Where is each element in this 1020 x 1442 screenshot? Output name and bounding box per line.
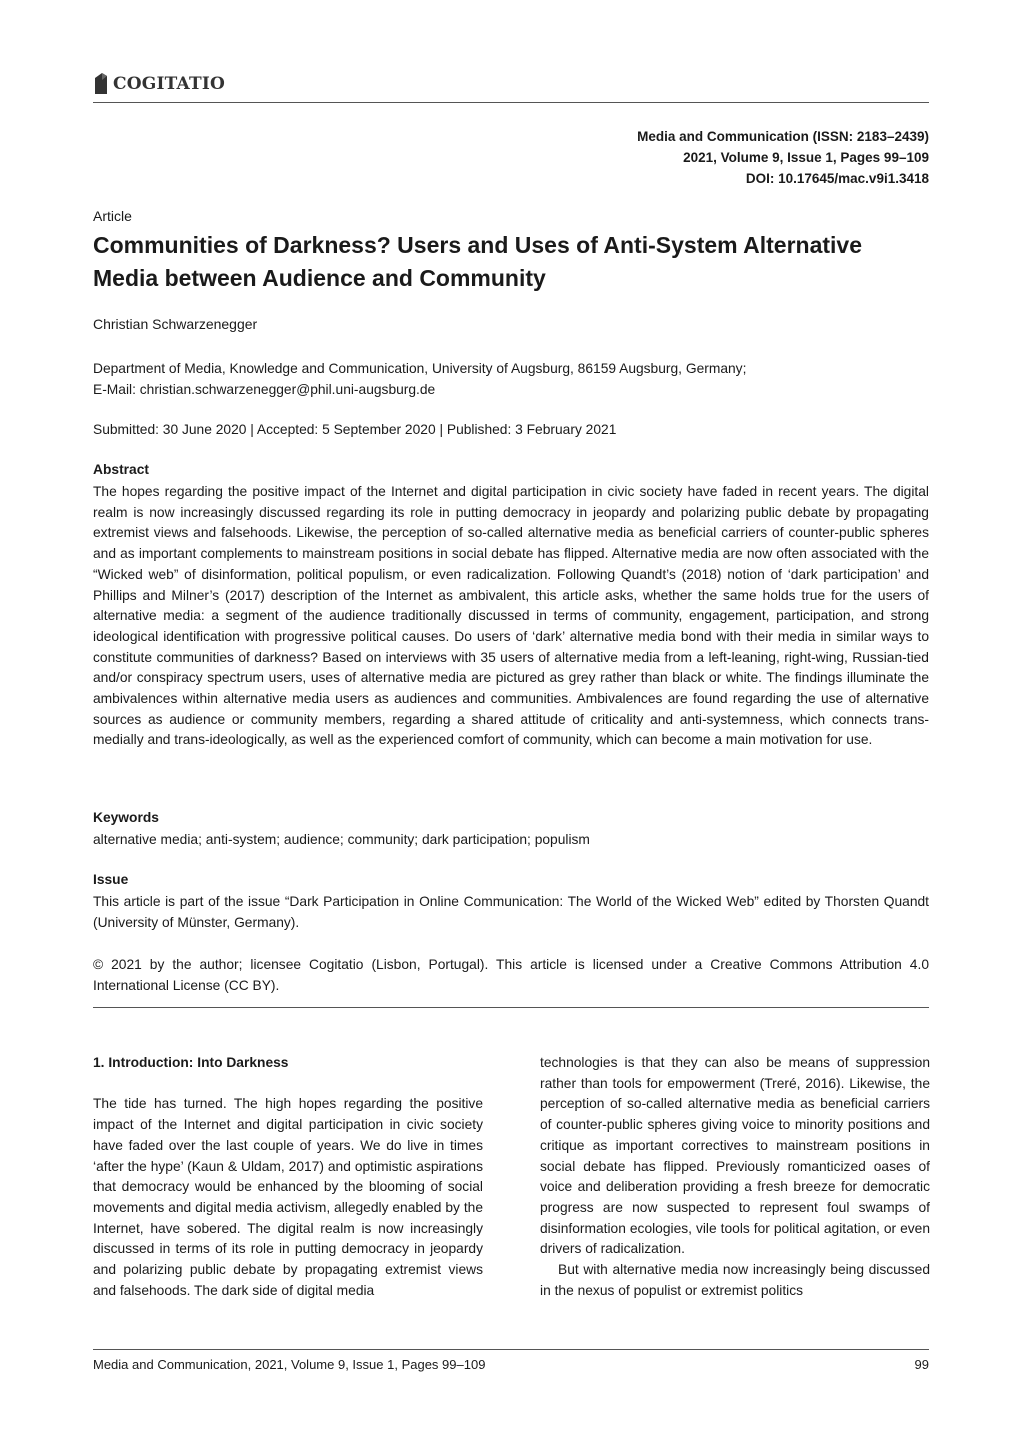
logo-text: COGITATIO xyxy=(113,74,226,94)
author-email[interactable]: E-Mail: christian.schwarzenegger@phil.uni-augsburg.de xyxy=(93,382,436,397)
body-paragraph: The tide has turned. The high hopes regarding the positive impact of the Internet and digital participation in civic society have faded over the last couple of years. We do live in times ‘after the hype’ (Kaun & Uldam, 2017) and optimistic aspirations that democracy would be enhanced by the blooming of social movements and digital media activism, allegedly enabled by the Internet, have sobered. The digital realm is now increasingly discussed in terms of its role in putting democracy in jeopardy and polarizing public debate by propagating extremist views and falsehoods. The dark side of digital media xyxy=(93,1096,483,1298)
abstract-heading: Abstract xyxy=(93,462,149,477)
publication-dates: Submitted: 30 June 2020 | Accepted: 5 September 2020 | Published: 3 February 2021 xyxy=(93,422,617,437)
page-number: 99 xyxy=(914,1357,929,1372)
issue-heading: Issue xyxy=(93,872,129,887)
article-title: Communities of Darkness? Users and Uses of Anti-System Alternative Media between Audience and Community xyxy=(93,232,863,291)
keywords-heading: Keywords xyxy=(93,810,159,825)
article-doi[interactable]: DOI: 10.17645/mac.v9i1.3418 xyxy=(745,171,929,186)
issue-text: This article is part of the issue “Dark Participation in Online Communication: The World of the Wicked Web” edited by Thorsten Quandt (University of Münster, Germany). xyxy=(93,894,929,930)
body-paragraph: But with alternative media now increasingly being discussed in the nexus of populist or extremist politics xyxy=(540,1262,930,1298)
journal-logo xyxy=(93,68,225,100)
keywords-text: alternative media; anti-system; audience; community; dark participation; populism xyxy=(93,832,590,847)
journal-meta xyxy=(637,126,929,189)
section-heading: 1. Introduction: Into Darkness xyxy=(93,1055,289,1070)
body-right-column xyxy=(540,1053,930,1301)
page-footer xyxy=(93,1357,929,1372)
article-type: Article xyxy=(93,208,132,224)
body-paragraph: technologies is that they can also be means of suppression rather than tools for empowerment (Treré, 2016). Likewise, the perception of so-called alternative media as beneficial carriers of counter-public spheres giving voice to minority positions and critique as important correctives to mainstream positions in social debate has flipped. Previously romanticized oases of voice and deliberation providing a fresh breeze for democratic progress are now suspected to represent foul swamps of disinformation ecologies, vile tools for political agitation, or even drivers of radicalization. xyxy=(540,1055,930,1257)
section-rule xyxy=(93,1007,929,1008)
affiliation-line: Department of Media, Knowledge and Communication, University of Augsburg, 86159 Augsburg, Germany; xyxy=(93,361,747,376)
license-text: © 2021 by the author; licensee Cogitatio (Lisbon, Portugal). This article is licensed under a Creative Commons Attribution 4.0 International License (CC BY). xyxy=(93,957,929,993)
abstract-text: The hopes regarding the positive impact of the Internet and digital participation in civic society have faded in recent years. The digital realm is now increasingly discussed regarding its role in putting democracy in jeopardy and polarizing public debate by propagating extremist views and falsehoods. Likewise, the perception of so-called alternative media as beneficial carriers of counter-public spheres and as important complements to mainstream positions in social debate has flipped. Alternative media are now often associated with the “Wicked web” of disinformation, political populism, or even radicalization. Following Quandt’s (2018) notion of ‘dark participation’ and Phillips and Milner’s (2017) description of the Internet as ambivalent, this article asks, whether the same holds true for the users of alternative media: a segment of the audience traditionally discussed in terms of community, engagement, participation, and strong ideological identification with progressive political causes. Do users of ‘dark’ alternative media bond with their media in similar ways to constitute communities of darkness? Based on interviews with 35 users of alternative media from a left-leaning, right-wing, Russian-tied and/or conspiracy spectrum users, uses of alternative media are pictured as grey rather than black or white. The findings illuminate the ambivalences within alternative media users as audiences and communities. Ambivalences are found regarding the use of alternative sources as audience or community members, regarding a shared attitude of criticality and anti-systemness, which connects trans-medially and trans-ideologically, as well as the experienced comfort of community, which can become a main motivation for use. xyxy=(93,484,929,748)
author-affiliation xyxy=(93,358,933,400)
cogitatio-logo-icon xyxy=(93,72,109,96)
header-rule xyxy=(93,102,929,103)
author-name: Christian Schwarzenegger xyxy=(93,316,258,332)
footer-citation: Media and Communication, 2021, Volume 9, Issue 1, Pages 99–109 xyxy=(93,1357,486,1372)
journal-volume: 2021, Volume 9, Issue 1, Pages 99–109 xyxy=(683,150,929,165)
journal-issn: Media and Communication (ISSN: 2183–2439) xyxy=(637,129,929,144)
footer-rule xyxy=(93,1349,929,1350)
body-left-column xyxy=(93,1053,483,1301)
